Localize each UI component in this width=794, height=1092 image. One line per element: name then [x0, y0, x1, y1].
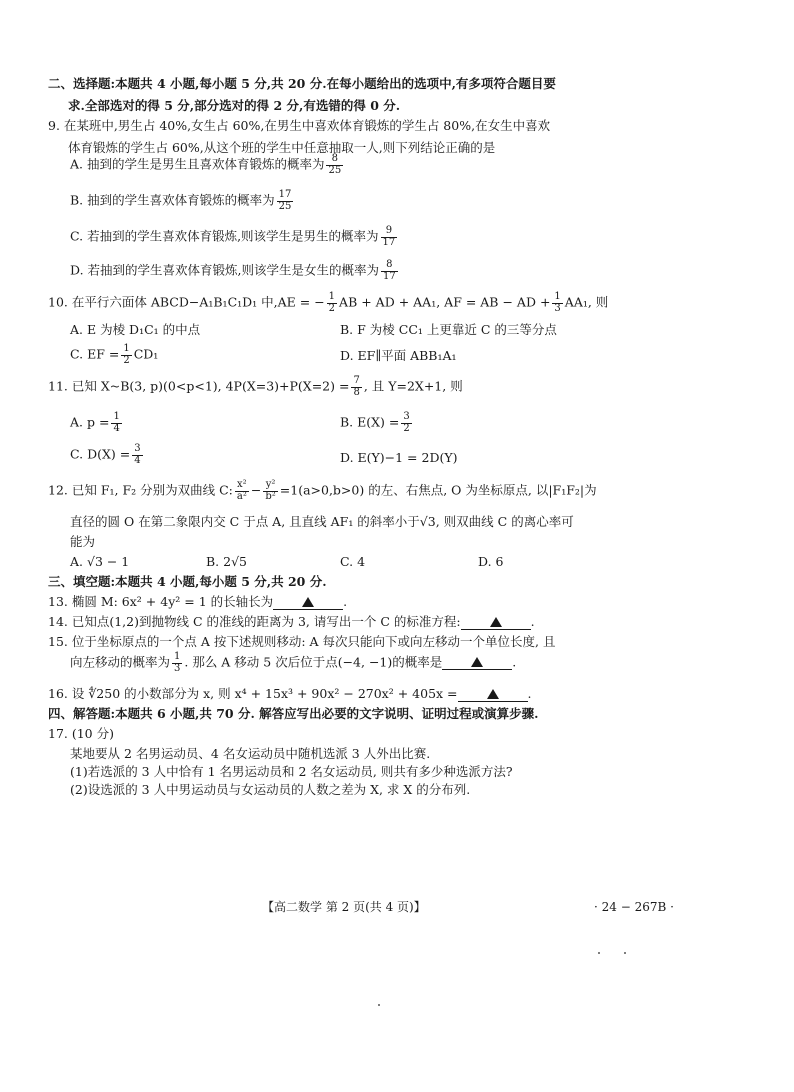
triangle-icon: [487, 689, 499, 699]
q11-f-num: 7: [353, 375, 360, 386]
q9-option-a: [70, 154, 345, 176]
q9-option-c: [70, 226, 399, 248]
q17-part1: (1)若选派的 3 人中恰有 1 名男运动员和 2 名女运动员, 则共有多少种选派方法?: [70, 764, 513, 779]
question-10-stem: [48, 292, 608, 314]
q14-answer-blank: [461, 613, 531, 630]
q12-y-fraction: [263, 480, 277, 502]
question-16: [48, 686, 532, 703]
q13-text: 13. 椭圆 M: 6x² + 4y² = 1 的长轴长为: [48, 594, 274, 609]
q12-y-den: b²: [265, 490, 276, 502]
q13-answer-blank: [273, 593, 343, 610]
triangle-icon: [490, 617, 502, 627]
q14-end: .: [530, 614, 535, 629]
q17-title: 17. (10 分): [48, 726, 114, 741]
q14-text: 14. 已知点(1,2)到抛物线 C 的准线的距离为 3, 请写出一个 C 的标准方程:: [48, 614, 461, 629]
q11-option-a: [70, 412, 124, 434]
scan-speck: [378, 1004, 380, 1006]
q9-c-num: 9: [381, 226, 398, 238]
q12-option-d: D. 6: [478, 554, 504, 569]
q11-fraction: [351, 376, 361, 398]
q16-text: 16. 设 ∜250 的小数部分为 x, 则 x⁴ + 15x³ + 90x² − 270x² + 405x =: [48, 686, 458, 701]
q15-end: .: [512, 654, 517, 670]
q12-option-a: A. √3 − 1: [70, 554, 130, 569]
q9-option-d: [70, 260, 400, 282]
q17-part2: (2)设选派的 3 人中男运动员与女运动员的人数之差为 X, 求 X 的分布列.: [70, 782, 471, 797]
q15-f-den: 3: [174, 662, 181, 674]
q9-d-num: 8: [381, 260, 398, 272]
q12-line3: 能为: [70, 534, 96, 549]
q13-end: .: [343, 594, 348, 609]
q11-b-pre: B. E(X) =: [340, 414, 400, 430]
q10-stem-a: 10. 在平行六面体 ABCD−A₁B₁C₁D₁ 中,AE = −: [48, 294, 325, 310]
q10-option-a: A. E 为棱 D₁C₁ 的中点: [70, 322, 201, 337]
q12-y-num: y²: [263, 480, 277, 492]
q12-x-fraction: [235, 480, 249, 502]
q11-c-pre: C. D(X) =: [70, 446, 131, 462]
q10-c-pre: C. EF =: [70, 346, 120, 362]
q12-stem-b: =1(a>0,b>0) 的左、右焦点, O 为坐标原点, 以|F₁F₂|为: [279, 482, 597, 498]
q9-line2: 体育锻炼的学生占 60%,从这个班的学生中任意抽取一人,则下列结论正确的是: [68, 139, 496, 155]
q10-f2-num: 1: [554, 291, 561, 302]
q11-b-den: 2: [403, 422, 410, 434]
q11-f-den: 8: [353, 386, 360, 398]
q11-a-pre: A. p =: [70, 414, 110, 430]
question-15-line2: [70, 652, 516, 674]
footer-page-info: 【高二数学 第 2 页(共 4 页)】: [262, 900, 426, 914]
section2-header: [48, 76, 708, 113]
q11-stem-a: 11. 已知 X~B(3, p)(0<p<1), 4P(X=3)+P(X=2) =: [48, 378, 350, 394]
q9-d-text: D. 若抽到的学生喜欢体育锻炼,则该学生是女生的概率为: [70, 262, 379, 278]
q10-option-d: D. EF∥平面 ABB₁A₁: [340, 348, 457, 363]
q9-option-b: [70, 190, 295, 212]
q10-option-b: B. F 为棱 CC₁ 上更靠近 C 的三等分点: [340, 322, 557, 337]
q11-b-num: 3: [403, 411, 410, 422]
q11-c-fraction: [132, 444, 142, 466]
q10-c-num: 1: [123, 343, 130, 354]
q12-option-b: B. 2√5: [206, 554, 248, 569]
q12-x-num: x²: [235, 480, 249, 492]
section4-header: 四、解答题:本题共 6 小题,共 70 分. 解答应写出必要的文字说明、证明过程或演算步骤.: [48, 706, 539, 721]
q10-c-fraction: [121, 344, 131, 366]
q10-stem-b: AB + AD + AA₁, AF = AB − AD +: [339, 294, 551, 310]
q15-line2-a: 向左移动的概率为: [70, 654, 171, 670]
q10-fraction-1: [327, 292, 337, 314]
q10-stem-c: AA₁, 则: [564, 294, 609, 310]
q9-a-num: 8: [326, 154, 343, 166]
q11-a-fraction: [111, 412, 121, 434]
q10-c-post: CD₁: [133, 346, 159, 362]
triangle-icon: [302, 597, 314, 607]
q9-d-den: 17: [383, 270, 396, 282]
q10-f1-den: 2: [328, 302, 336, 314]
q15-fraction: [172, 652, 182, 674]
q11-b-fraction: [401, 412, 411, 434]
q9-a-text: A. 抽到的学生是男生且喜欢体育锻炼的概率为: [70, 156, 325, 172]
scan-speck: [598, 952, 600, 954]
q10-fraction-2: [552, 292, 562, 314]
q9-d-fraction: [381, 260, 398, 282]
q15-f-num: 1: [174, 651, 181, 662]
q12-stem-a: 12. 已知 F₁, F₂ 分别为双曲线 C:: [48, 482, 233, 498]
q10-f2-den: 3: [554, 302, 561, 314]
q12-line2: 直径的圆 O 在第二象限内交 C 于点 A, 且直线 AF₁ 的斜率小于√3, 则双曲线 C 的离心率可: [70, 514, 574, 529]
section2-header-line2: 求.全部选对的得 5 分,部分选对的得 2 分,有选错的得 0 分.: [68, 97, 401, 113]
q15-line2-b: . 那么 A 移动 5 次后位于点(−4, −1)的概率是: [184, 654, 443, 670]
section2-header-line1: 二、选择题:本题共 4 小题,每小题 5 分,共 20 分.在每小题给出的选项中,有多项符合题目要: [48, 76, 556, 91]
q11-option-c: [70, 444, 145, 466]
q16-end: .: [527, 686, 532, 701]
question-12-stem: [48, 480, 597, 502]
q11-a-den: 4: [113, 422, 120, 434]
q11-option-b: [340, 412, 414, 434]
q9-c-text: C. 若抽到的学生喜欢体育锻炼,则该学生是男生的概率为: [70, 228, 379, 244]
q11-option-d: D. E(Y)−1 = 2D(Y): [340, 450, 458, 465]
q9-a-fraction: [326, 154, 343, 176]
q11-a-num: 1: [113, 411, 120, 422]
triangle-icon: [471, 657, 483, 667]
q17-intro: 某地要从 2 名男运动员、4 名女运动员中随机选派 3 人外出比赛.: [70, 746, 431, 761]
scan-speck: [624, 952, 626, 954]
question-9: [48, 118, 708, 155]
q9-b-den: 25: [278, 200, 292, 212]
q9-c-fraction: [381, 226, 398, 248]
q9-b-fraction: [277, 190, 294, 212]
section3-header: 三、填空题:本题共 4 小题,每小题 5 分,共 20 分.: [48, 574, 327, 589]
footer-code: · 24 − 267B ·: [594, 900, 674, 914]
q9-b-num: 17: [278, 189, 292, 200]
question-14: [48, 614, 535, 631]
q9-line1: 9. 在某班中,男生占 40%,女生占 60%,在男生中喜欢体育锻炼的学生占 80%,在女生中喜欢: [48, 118, 551, 133]
question-15-line1: 15. 位于坐标原点的一个点 A 按下述规则移动: A 每次只能向下或向左移动一个单位长度, 且: [48, 634, 556, 649]
q11-c-den: 4: [134, 454, 141, 466]
q10-f1-num: 1: [328, 291, 336, 302]
q12-option-c: C. 4: [340, 554, 366, 569]
q11-stem-b: , 且 Y=2X+1, 则: [363, 378, 463, 394]
q10-option-c: [70, 344, 158, 366]
q9-c-den: 17: [382, 236, 396, 248]
q9-a-den: 25: [328, 164, 342, 176]
q12-minus: −: [250, 482, 262, 498]
q12-x-den: a²: [236, 490, 247, 502]
q10-c-den: 2: [123, 354, 130, 366]
q9-b-text: B. 抽到的学生喜欢体育锻炼的概率为: [70, 192, 275, 208]
question-13: [48, 594, 347, 611]
q15-answer-blank: [442, 654, 512, 671]
q11-c-num: 3: [134, 443, 141, 454]
question-11-stem: [48, 376, 463, 398]
q16-answer-blank: [458, 685, 528, 702]
